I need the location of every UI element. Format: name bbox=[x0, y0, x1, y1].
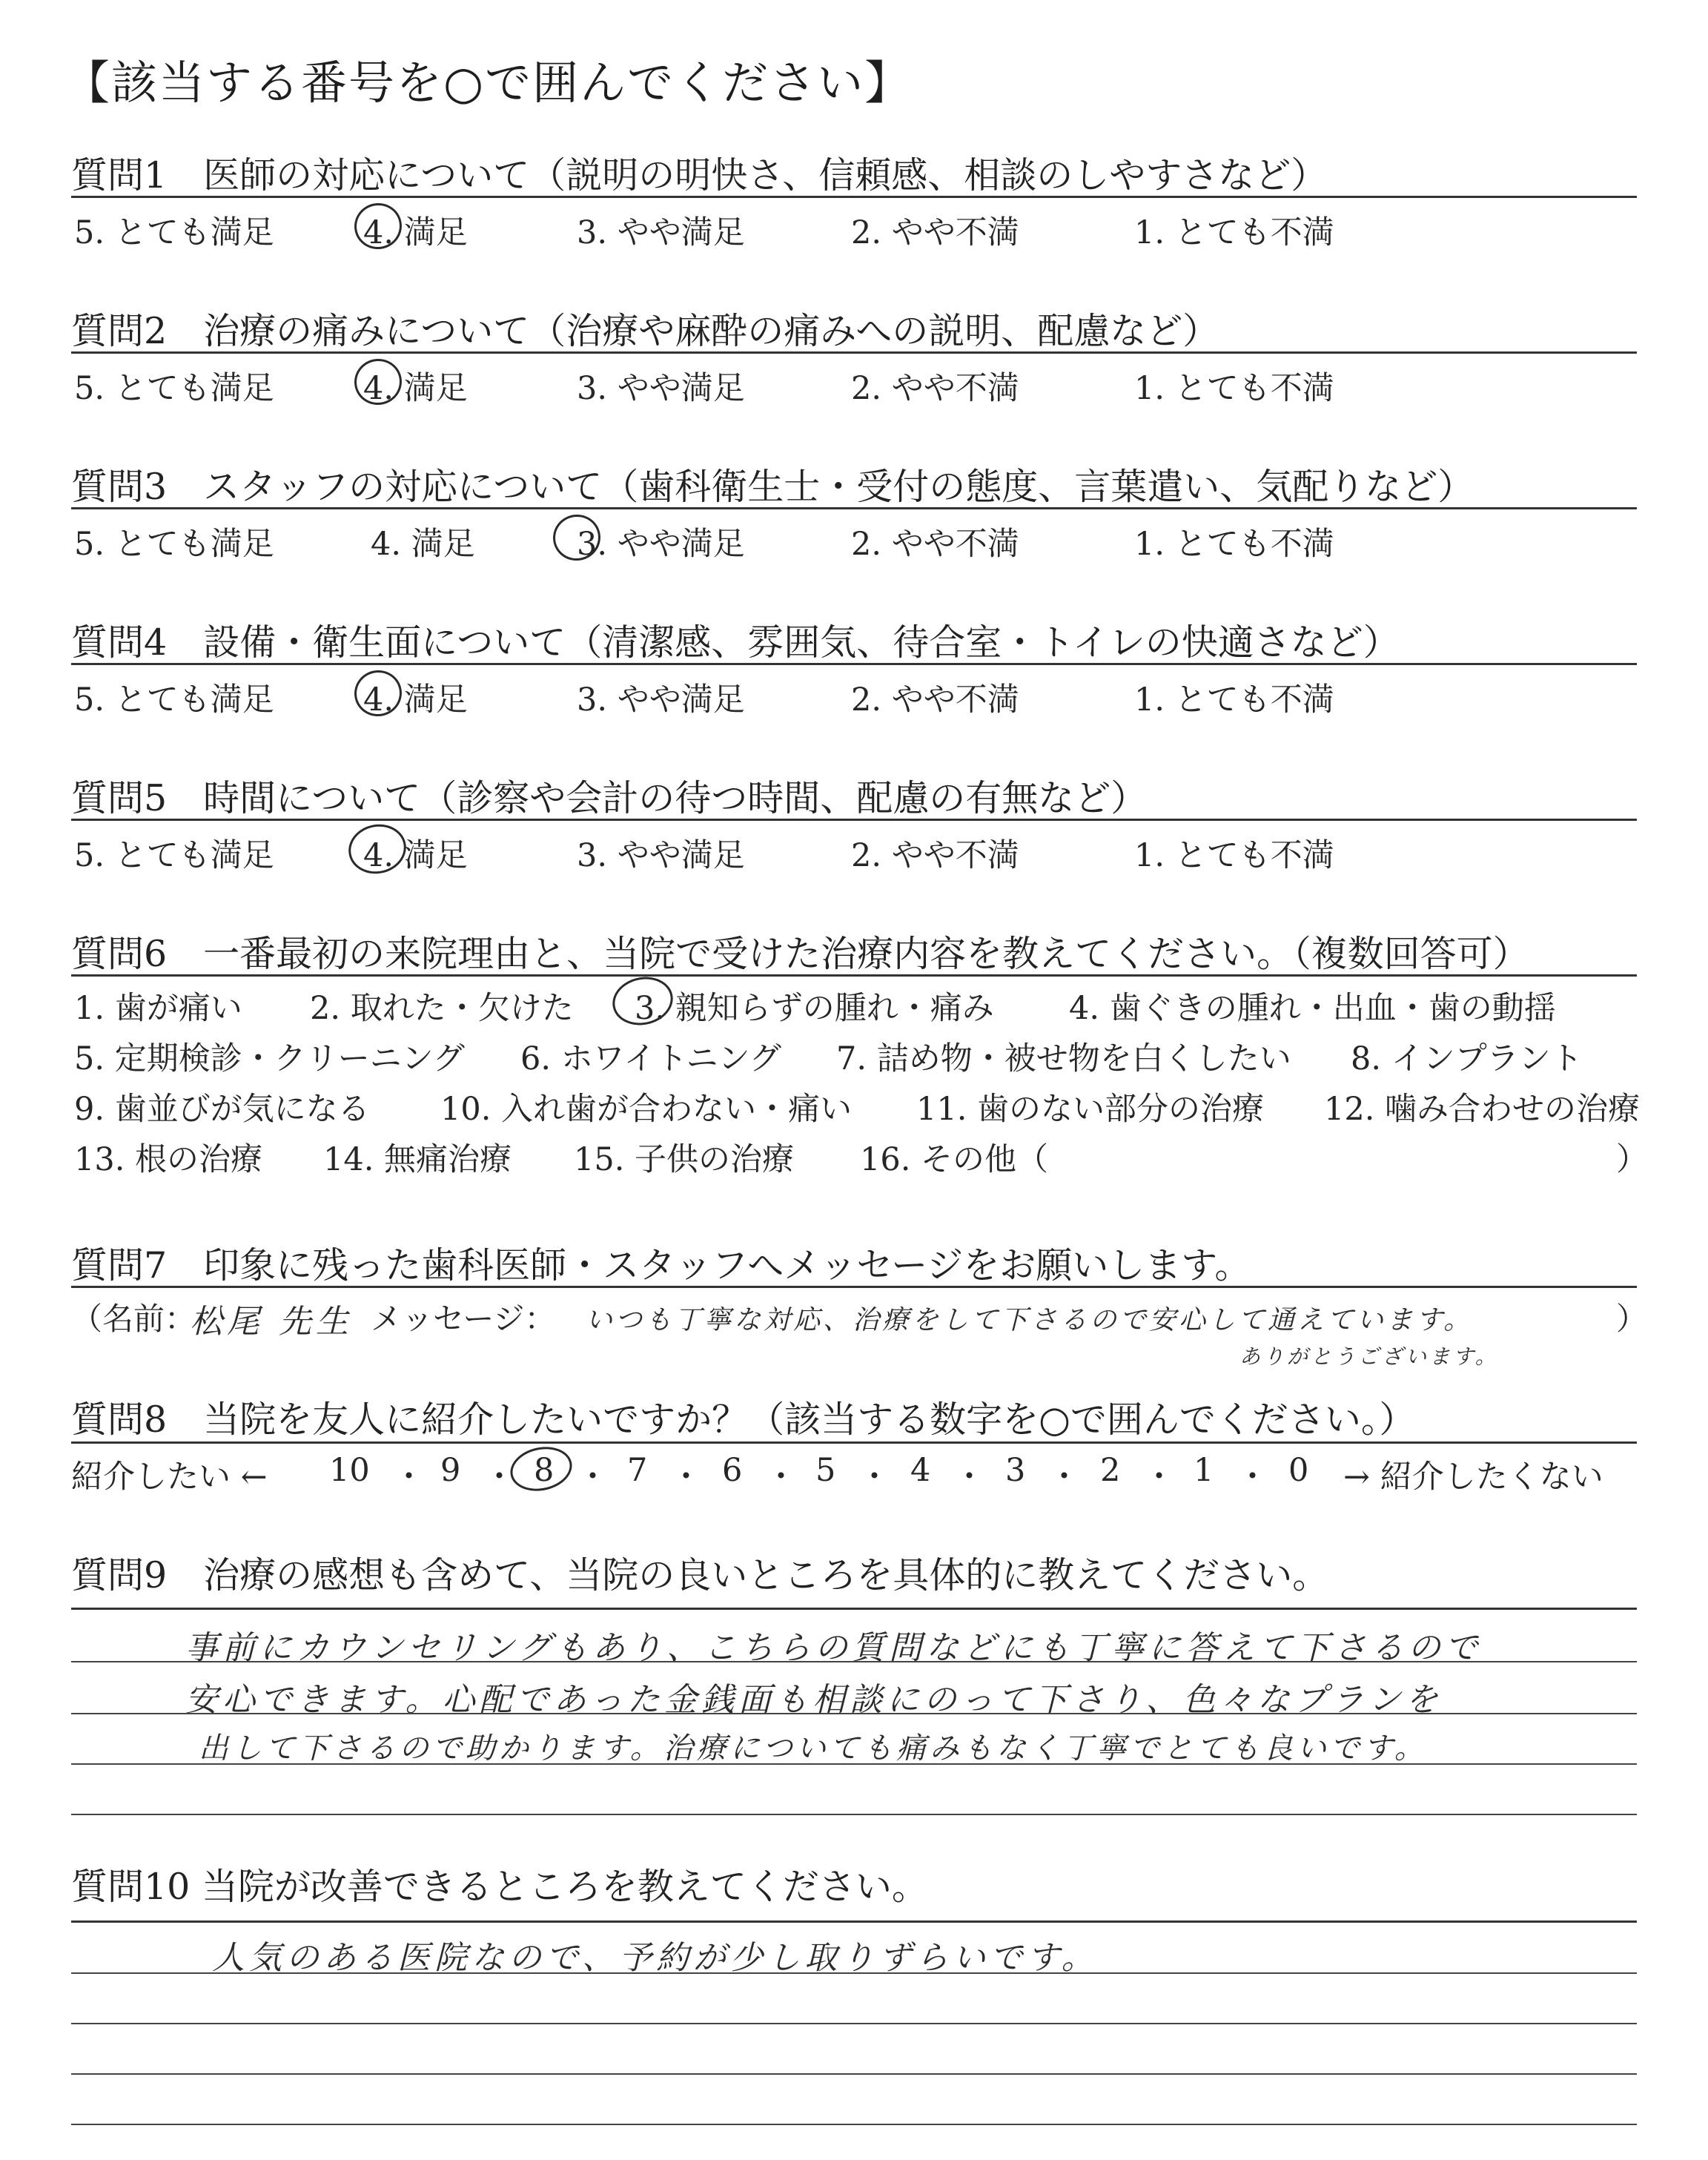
q2-option-3[interactable]: 3. やや満足 bbox=[577, 370, 745, 407]
q6-option-10[interactable]: 10. 入れ歯が合わない・痛い bbox=[440, 1091, 853, 1128]
q4-option-4[interactable]: 4. 満足 bbox=[363, 681, 468, 719]
q6-option-9[interactable]: 9. 歯並びが気になる bbox=[74, 1091, 370, 1128]
q3-option-4[interactable]: 4. 満足 bbox=[371, 526, 475, 563]
q8-score-8[interactable]: 8 bbox=[534, 1452, 555, 1489]
q6-option-15[interactable]: 15. 子供の治療 bbox=[574, 1141, 795, 1178]
q4-option-3[interactable]: 3. やや満足 bbox=[577, 681, 745, 719]
question-3-rule bbox=[71, 507, 1637, 509]
q9-answer-rule-2 bbox=[71, 1713, 1637, 1714]
q6-option-2[interactable]: 2. 取れた・欠けた bbox=[310, 990, 574, 1027]
question-10-rule bbox=[71, 1920, 1637, 1923]
q6-option-3[interactable]: 3. 親知らずの腫れ・痛み bbox=[635, 990, 994, 1027]
q1-option-5[interactable]: 5. とても満足 bbox=[74, 214, 274, 251]
q8-score-10[interactable]: 10 bbox=[329, 1452, 370, 1489]
question-10-title: 質問10 当院が改善できるところを教えてください。 bbox=[71, 1866, 928, 1908]
q5-option-4[interactable]: 4. 満足 bbox=[363, 837, 468, 874]
q7-name-value[interactable]: 松尾 先生 bbox=[190, 1303, 353, 1341]
question-2-title: 質問2 治療の痛みについて（治療や麻酔の痛みへの説明、配慮など） bbox=[71, 310, 1219, 352]
question-3-title: 質問3 スタッフの対応について（歯科衛生士・受付の態度、言葉遣い、気配りなど） bbox=[71, 466, 1474, 508]
question-5-rule bbox=[71, 819, 1637, 821]
q8-separator: ・ bbox=[393, 1459, 425, 1496]
q8-score-4[interactable]: 4 bbox=[910, 1452, 931, 1489]
q6-option-5[interactable]: 5. 定期検診・クリーニング bbox=[74, 1040, 465, 1077]
q7-message-close: ） bbox=[1616, 1301, 1648, 1337]
question-6-title: 質問6 一番最初の来院理由と、当院で受けた治療内容を教えてください。（複数回答可） bbox=[71, 933, 1529, 975]
q10-answer-rule-4 bbox=[71, 2124, 1637, 2125]
q6-option-13[interactable]: 13. 根の治療 bbox=[74, 1141, 263, 1178]
q6-option-1[interactable]: 1. 歯が痛い bbox=[74, 990, 242, 1027]
q8-separator: ・ bbox=[577, 1459, 609, 1496]
q10-answer-rule-3 bbox=[71, 2073, 1637, 2075]
q9-answer-rule-3 bbox=[71, 1763, 1637, 1765]
q8-left-label: 紹介したい ← bbox=[71, 1459, 268, 1496]
q9-answer-line-3[interactable]: 出して下さるので助かります。治療についても痛みもなく丁寧でとても良いです。 bbox=[199, 1731, 1428, 1766]
question-5-title: 質問5 時間について（診察や会計の待つ時間、配慮の有無など） bbox=[71, 777, 1148, 819]
q8-score-2[interactable]: 2 bbox=[1100, 1452, 1121, 1489]
q8-separator: ・ bbox=[858, 1459, 890, 1496]
q4-option-5[interactable]: 5. とても満足 bbox=[74, 681, 274, 719]
q8-separator: ・ bbox=[1143, 1459, 1175, 1496]
q3-option-5[interactable]: 5. とても満足 bbox=[74, 526, 274, 563]
q9-answer-rule-1 bbox=[71, 1661, 1637, 1662]
q1-option-3[interactable]: 3. やや満足 bbox=[577, 214, 745, 251]
q8-separator: ・ bbox=[483, 1459, 515, 1496]
q10-answer-rule-2 bbox=[71, 2023, 1637, 2024]
q1-option-2[interactable]: 2. やや不満 bbox=[851, 214, 1019, 251]
q8-separator: ・ bbox=[1048, 1459, 1080, 1496]
q3-option-2[interactable]: 2. やや不満 bbox=[851, 526, 1019, 563]
q8-score-0[interactable]: 0 bbox=[1288, 1452, 1309, 1489]
q8-score-6[interactable]: 6 bbox=[722, 1452, 743, 1489]
q2-option-1[interactable]: 1. とても不満 bbox=[1134, 370, 1334, 407]
q8-selection-circle bbox=[506, 1441, 576, 1496]
q8-right-label: → 紹介したくない bbox=[1343, 1459, 1603, 1496]
q6-option-11[interactable]: 11. 歯のない部分の治療 bbox=[916, 1091, 1265, 1128]
q5-option-2[interactable]: 2. やや不満 bbox=[851, 837, 1019, 874]
q6-other-close: ） bbox=[1616, 1141, 1648, 1178]
q4-option-1[interactable]: 1. とても不満 bbox=[1134, 681, 1334, 719]
question-9-rule bbox=[71, 1608, 1637, 1610]
q7-message-value-2[interactable]: ありがとうございます。 bbox=[1239, 1344, 1499, 1369]
q8-score-7[interactable]: 7 bbox=[627, 1452, 648, 1489]
q5-option-5[interactable]: 5. とても満足 bbox=[74, 837, 274, 874]
question-8-rule bbox=[71, 1441, 1637, 1444]
q7-message-label: メッセージ： bbox=[371, 1301, 556, 1337]
q6-option-16[interactable]: 16. その他（ bbox=[860, 1141, 1049, 1178]
q8-score-9[interactable]: 9 bbox=[440, 1452, 461, 1489]
question-2-rule bbox=[71, 351, 1637, 354]
q8-score-5[interactable]: 5 bbox=[815, 1452, 836, 1489]
q8-score-1[interactable]: 1 bbox=[1194, 1452, 1214, 1489]
q7-message-value[interactable]: いつも丁寧な対応、治療をして下さるので安心して通えています。 bbox=[586, 1305, 1474, 1335]
q1-option-4[interactable]: 4. 満足 bbox=[363, 214, 468, 251]
q8-separator: ・ bbox=[953, 1459, 985, 1496]
q1-option-1[interactable]: 1. とても不満 bbox=[1134, 214, 1334, 251]
question-1-rule bbox=[71, 196, 1637, 198]
question-7-rule bbox=[71, 1286, 1637, 1288]
q6-option-14[interactable]: 14. 無痛治療 bbox=[323, 1141, 512, 1178]
q10-answer-rule-1 bbox=[71, 1972, 1637, 1974]
question-8-title: 質問8 当院を友人に紹介したいですか？（該当する数字を○で囲んでください。） bbox=[71, 1398, 1416, 1441]
q6-option-4[interactable]: 4. 歯ぐきの腫れ・出血・歯の動揺 bbox=[1069, 990, 1556, 1027]
q3-option-1[interactable]: 1. とても不満 bbox=[1134, 526, 1334, 563]
q3-option-3[interactable]: 3. やや満足 bbox=[577, 526, 745, 563]
q10-answer-line-1[interactable]: 人気のある医院なので、予約が少し取りずらいです。 bbox=[212, 1939, 1099, 1977]
q6-option-7[interactable]: 7. 詰め物・被せ物を白くしたい bbox=[836, 1040, 1291, 1077]
instruction-header: 【該当する番号を○で囲んでください】 bbox=[64, 56, 913, 110]
q2-option-5[interactable]: 5. とても満足 bbox=[74, 370, 274, 407]
q2-option-2[interactable]: 2. やや不満 bbox=[851, 370, 1019, 407]
q4-option-2[interactable]: 2. やや不満 bbox=[851, 681, 1019, 719]
q5-option-1[interactable]: 1. とても不満 bbox=[1134, 837, 1334, 874]
q6-option-8[interactable]: 8. インプラント bbox=[1351, 1040, 1583, 1077]
q8-separator: ・ bbox=[1237, 1459, 1268, 1496]
q6-option-6[interactable]: 6. ホワイトニング bbox=[520, 1040, 781, 1077]
question-4-title: 質問4 設備・衛生面について（清潔感、雰囲気、待合室・トイレの快適さなど） bbox=[71, 621, 1400, 664]
q8-score-3[interactable]: 3 bbox=[1005, 1452, 1026, 1489]
question-4-rule bbox=[71, 663, 1637, 665]
q9-answer-line-2[interactable]: 安心できます。心配であった金銭面も相談にのって下さり、色々なプランを bbox=[185, 1681, 1443, 1719]
q8-separator: ・ bbox=[765, 1459, 797, 1496]
question-6-rule bbox=[71, 974, 1637, 977]
question-9-title: 質問9 治療の感想も含めて、当院の良いところを具体的に教えてください。 bbox=[71, 1554, 1329, 1596]
q8-separator: ・ bbox=[670, 1459, 702, 1496]
q6-option-12[interactable]: 12. 噛み合わせの治療 bbox=[1324, 1091, 1641, 1128]
q5-option-3[interactable]: 3. やや満足 bbox=[577, 837, 745, 874]
q7-name-label: （名前： bbox=[71, 1301, 196, 1337]
q2-option-4[interactable]: 4. 満足 bbox=[363, 370, 468, 407]
q9-answer-rule-4 bbox=[71, 1814, 1637, 1815]
q9-answer-line-1[interactable]: 事前にカウンセリングもあり、こちらの質問などにも丁寧に答えて下さるので bbox=[185, 1629, 1483, 1667]
question-1-title: 質問1 医師の対応について（説明の明快さ、信頼感、相談のしやすさなど） bbox=[71, 154, 1328, 196]
question-7-title: 質問7 印象に残った歯科医師・スタッフへメッセージをお願いします。 bbox=[71, 1244, 1251, 1287]
